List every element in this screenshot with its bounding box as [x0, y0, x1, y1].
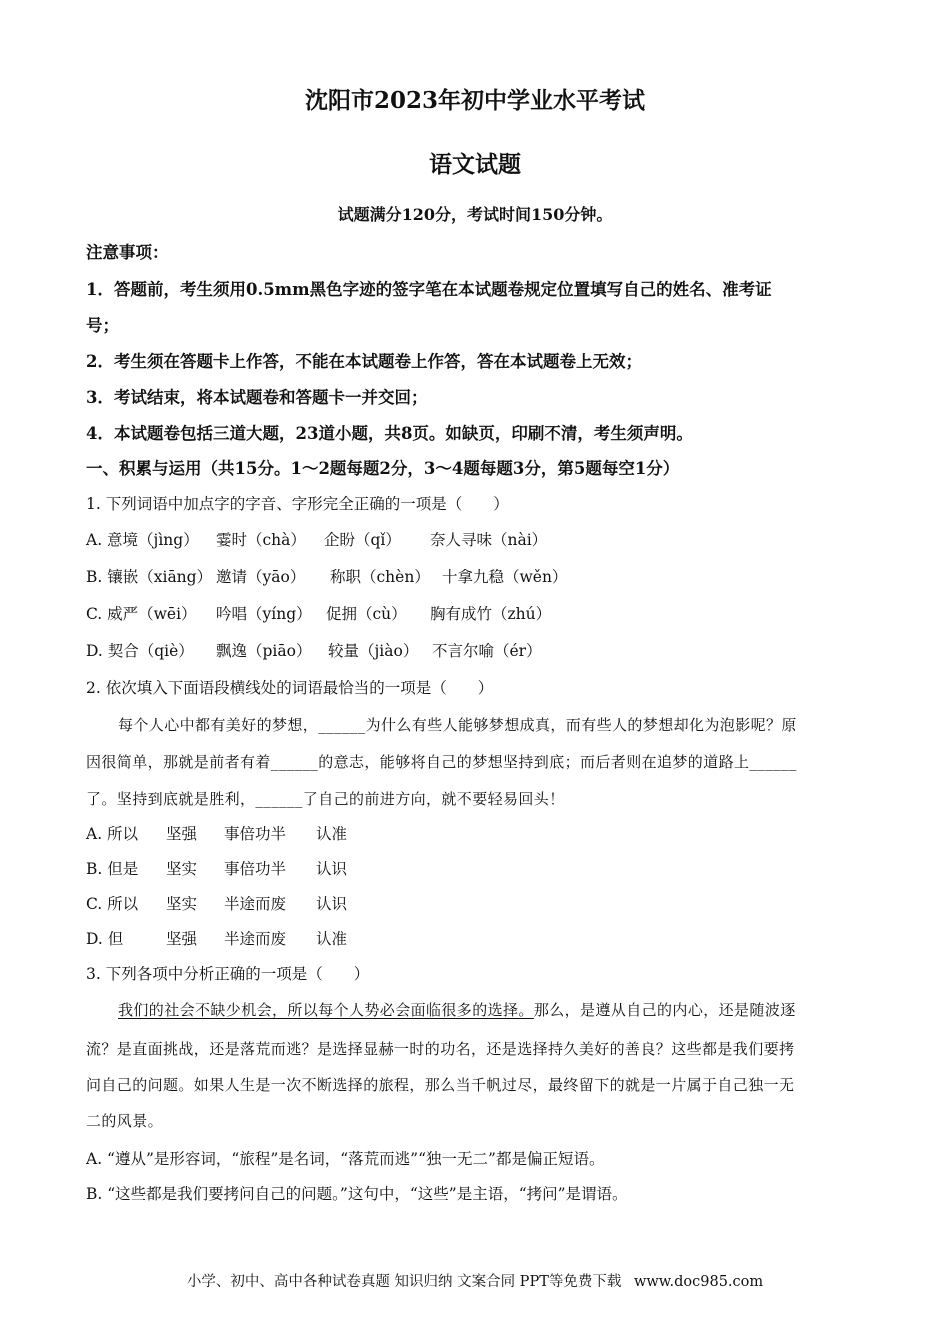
q3-passage-line-4: 二的风景。 — [86, 1112, 164, 1130]
option-item: 坚实 — [166, 860, 198, 878]
q2-stem: 2. 依次填入下面语段横线处的词语最恰当的一项是（ ） — [86, 679, 494, 697]
option-item: 坚实 — [166, 895, 198, 913]
footer-text: 小学、初中、高中各种试卷真题 知识归纳 文案合同 PPT等免费下载 — [186, 1274, 622, 1290]
option-item: C. 所以 — [86, 895, 139, 913]
option-item: A. 所以 — [86, 825, 139, 843]
q3-passage-line-3: 问自己的问题。如果人生是一次不断选择的旅程，那么当千帆过尽，最终留下的就是一片属于自己独一无 — [86, 1076, 795, 1094]
q1-option-a — [86, 530, 547, 550]
notes-heading: 注意事项： — [86, 243, 169, 262]
exam-subject: 语文试题 — [429, 151, 521, 178]
option-item: 半途而废 — [224, 930, 287, 948]
note-1: 1．答题前，考生须用0.5mm黑色字迹的签字笔在本试题卷规定位置填写自己的姓名、准考证 — [86, 280, 772, 299]
q2-passage-line-3: 了。坚持到底就是胜利，______了自己的前进方向，就不要轻易回头！ — [86, 790, 565, 808]
q3-option-b: B. “这些都是我们要拷问自己的问题。”这句中，“这些”是主语，“拷问”是谓语。 — [86, 1185, 628, 1203]
option-item: 吟唱（yíng） — [216, 605, 312, 623]
exam-info: 试题满分120分，考试时间150分钟。 — [337, 205, 613, 224]
option-item: 企盼（qǐ） — [324, 531, 401, 549]
footer-url: www.doc985.com — [633, 1274, 764, 1290]
option-item: A. 意境（jìng） — [86, 531, 199, 549]
option-item: C. 威严（wēi） — [86, 605, 197, 623]
option-item: B. 但是 — [86, 860, 139, 878]
q2-option-b — [86, 859, 347, 879]
option-item: 较量（jiào） — [328, 642, 419, 660]
q3-passage-text: 那么，是遵从自己的内心，还是随波逐 — [533, 1001, 796, 1019]
option-item: 认准 — [316, 930, 348, 948]
option-item: 认准 — [316, 825, 348, 843]
option-item: 事倍功半 — [224, 825, 287, 843]
option-item: 奈人寻味（nài） — [430, 531, 548, 549]
q2-option-d — [86, 929, 347, 949]
page-footer — [0, 1270, 950, 1291]
option-item: 坚强 — [166, 930, 198, 948]
section1-heading: 一、积累与运用（共15分。1～2题每题2分，3～4题每题3分，第5题每空1分） — [86, 459, 680, 478]
q2-passage-line-1: 每个人心中都有美好的梦想，______为什么有些人能够梦想成真，而有些人的梦想却化为泡影呢？原 — [118, 716, 797, 734]
option-item: D. 但 — [86, 930, 124, 948]
option-item: 坚强 — [166, 825, 198, 843]
note-2: 2．考生须在答题卡上作答，不能在本试题卷上作答，答在本试题卷上无效； — [86, 352, 642, 371]
option-item: 认识 — [316, 860, 348, 878]
q3-stem: 3. 下列各项中分析正确的一项是（ ） — [86, 965, 370, 983]
option-item: 事倍功半 — [224, 860, 287, 878]
q3-passage-line-1 — [118, 1000, 796, 1020]
option-item: 邀请（yāo） — [216, 568, 306, 586]
q3-option-a: A. “遵从”是形容词，“旅程”是名词，“落荒而逃”“独一无二”都是偏正短语。 — [86, 1150, 605, 1168]
exam-title: 沈阳市2023年初中学业水平考试 — [304, 87, 645, 114]
option-item: 不言尔喻（ér） — [432, 642, 542, 660]
note-4: 4．本试题卷包括三道大题，23道小题，共8页。如缺页，印刷不清，考生须声明。 — [86, 424, 693, 443]
option-item: 霎时（chà） — [216, 531, 306, 549]
q1-option-d — [86, 641, 542, 661]
q2-passage-line-2: 因很简单，那就是前者有着______的意志，能够将自己的梦想坚持到底；而后者则在追梦的道路上______ — [86, 753, 797, 771]
option-item: 促拥（cù） — [326, 605, 407, 623]
option-item: 胸有成竹（zhú） — [430, 605, 552, 623]
q3-passage-line-2: 流？是直面挑战，还是落荒而逃？是选择显赫一时的功名，还是选择持久美好的善良？这些都是我们要拷 — [86, 1040, 795, 1058]
option-item: 十拿九稳（wěn） — [442, 568, 568, 586]
option-item: 半途而废 — [224, 895, 287, 913]
q1-option-c — [86, 604, 551, 624]
option-item: B. 镶嵌（xiāng） — [86, 568, 213, 586]
note-1-cont: 号； — [86, 316, 119, 335]
q1-stem: 1. 下列词语中加点字的字音、字形完全正确的一项是（ ） — [86, 495, 509, 513]
option-item: 称职（chèn） — [330, 568, 430, 586]
option-item: 认识 — [316, 895, 348, 913]
option-item: 飘逸（piāo） — [216, 642, 312, 660]
q3-underlined-sentence: 我们的社会不缺少机会，所以每个人势必会面临很多的选择。 — [118, 1001, 534, 1019]
q1-option-b — [86, 567, 567, 587]
option-item: D. 契合（qiè） — [86, 642, 194, 660]
q2-option-a — [86, 824, 347, 844]
note-3: 3．考试结束，将本试题卷和答题卡一并交回； — [86, 388, 428, 407]
q2-option-c — [86, 894, 347, 914]
